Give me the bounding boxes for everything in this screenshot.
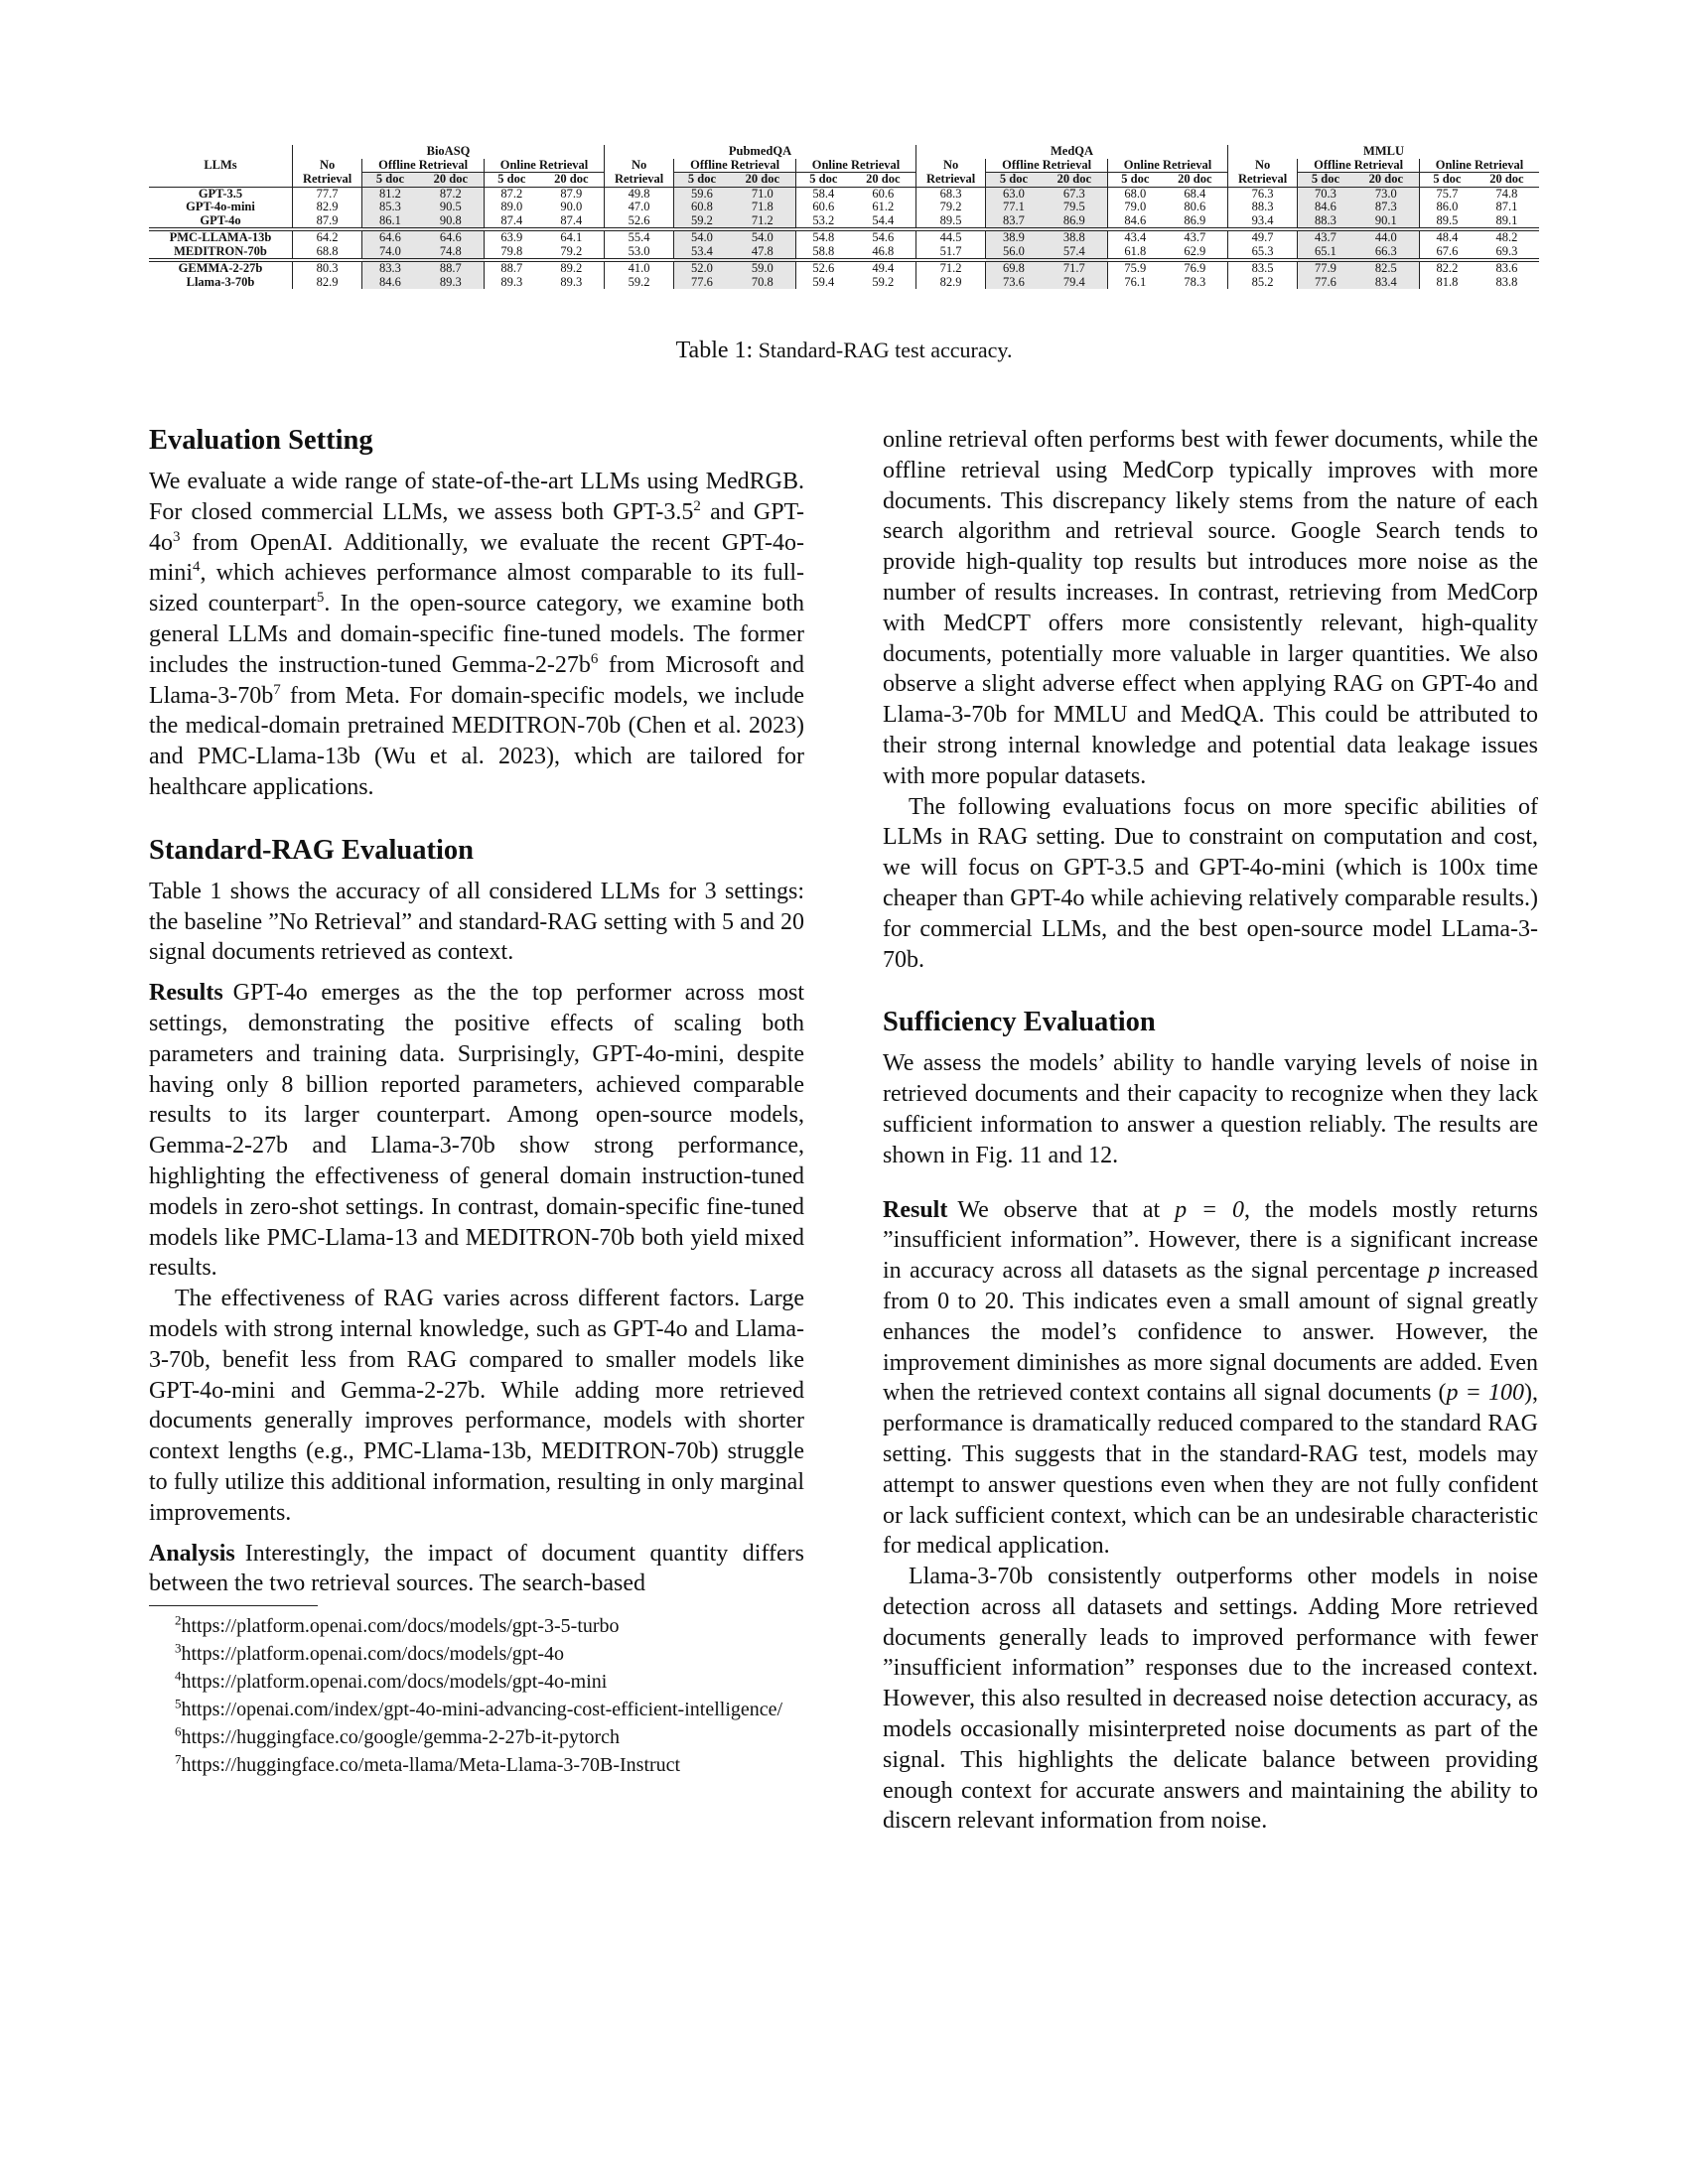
accuracy-cell: 54.4 <box>872 212 895 227</box>
accuracy-cell: 89.3 <box>418 276 485 290</box>
accuracy-cell: 82.5 <box>1353 260 1420 276</box>
math-expression: p = 100 <box>1446 1380 1524 1407</box>
model-name-cell: GPT-4o <box>200 212 241 227</box>
accuracy-cell: 58.4 <box>796 187 851 201</box>
accuracy-cell: 77.6 <box>674 276 730 290</box>
table-row <box>149 229 1539 245</box>
accuracy-cell: 52.6 <box>796 260 851 276</box>
accuracy-cell: 79.8 <box>485 245 539 261</box>
footnote-mark: 5 <box>316 590 325 607</box>
offline-retrieval-header: Offline Retrieval <box>362 159 485 173</box>
accuracy-cell: 44.5 <box>916 229 986 245</box>
section-heading-standard-rag: Standard-RAG Evaluation <box>149 834 475 866</box>
accuracy-cell: 79.0 <box>1108 201 1163 214</box>
footnote-number: 5 <box>175 1696 182 1711</box>
model-name-cell: GPT-3.5 <box>198 186 243 201</box>
model-name-cell: GPT-4o-mini <box>186 200 255 213</box>
accuracy-cell: 83.3 <box>362 260 418 276</box>
offline-retrieval-header: Offline Retrieval <box>674 159 796 173</box>
accuracy-cell: 71.7 <box>1042 260 1108 276</box>
accuracy-cell: 75.9 <box>1108 260 1163 276</box>
doc-count-header: 20 doc <box>1163 173 1228 188</box>
accuracy-cell: 87.9 <box>293 214 362 230</box>
accuracy-cell: 49.4 <box>851 260 916 276</box>
right-column <box>883 425 1538 1837</box>
accuracy-cell: 71.2 <box>916 260 986 276</box>
online-retrieval-header: Online Retrieval <box>1420 159 1540 173</box>
doc-count-header: 5 doc <box>986 173 1042 188</box>
accuracy-cell: 43.7 <box>1163 229 1228 245</box>
accuracy-cell: 74.0 <box>362 245 418 261</box>
accuracy-cell: 87.3 <box>1353 201 1420 214</box>
model-name-cell: MEDITRON-70b <box>174 243 267 258</box>
table-caption-label: Table 1: <box>675 338 754 363</box>
standard-rag-paragraph: Table 1 shows the accuracy of all considered LLMs for 3 settings: the baseline ”No Retrieval” and standard-RAG setting with 5 and 20 signal documents retrieved as context. <box>149 878 804 966</box>
online-retrieval-header: Online Retrieval <box>485 159 605 173</box>
accuracy-cell: 77.6 <box>1298 276 1353 290</box>
accuracy-cell: 56.0 <box>986 245 1042 261</box>
footnote-number: 3 <box>175 1640 182 1656</box>
accuracy-cell: 63.0 <box>986 187 1042 201</box>
accuracy-cell: 67.3 <box>1042 187 1108 201</box>
table-row <box>149 187 1539 201</box>
section-heading-evaluation-setting: Evaluation Setting <box>149 425 373 456</box>
accuracy-cell: 79.2 <box>916 201 986 214</box>
analysis-paragraph: Analysis Interestingly, the impact of document quantity differs between the two retrieval sources. The search-based <box>149 1540 804 1597</box>
footnote-url[interactable]: https://huggingface.co/meta-llama/Meta-Llama-3-70B-Instruct <box>181 1754 681 1777</box>
no-retrieval-header: Retrieval <box>293 173 362 188</box>
analysis-continued-paragraph: online retrieval often performs best with fewer documents, while the offline retrieval using MedCorp typically improves with more documents. This discrepancy likely stems from the nature of each search algorithm and retrieval source. Google Search tends to provide high-quality top results but introduces more noise as the number of results increases. In contrast, retrieving from MedCorp with MedCPT offers more consistently relevant, high-quality documents, potentially more valuable in larger quantities. We also observe a slight adverse effect when applying RAG on GPT-4o and Llama-3-70b for MMLU and MedQA. This could be attributed to their strong internal knowledge and potential data leakage issues with more popular datasets. <box>883 427 1538 789</box>
footnote-number: 2 <box>175 1612 182 1628</box>
accuracy-cell: 49.7 <box>1228 229 1298 245</box>
accuracy-cell: 54.8 <box>796 229 851 245</box>
doc-count-header: 5 doc <box>1108 173 1163 188</box>
table-row <box>149 214 1539 230</box>
accuracy-cell: 61.8 <box>1108 245 1163 261</box>
accuracy-cell: 93.4 <box>1228 214 1298 230</box>
accuracy-cell: 64.6 <box>362 229 418 245</box>
following-evaluations-paragraph: The following evaluations focus on more specific abilities of LLMs in RAG setting. Due to constraint on computation and cost, we will focus on GPT-3.5 and GPT-4o-mini (which is 100x time cheaper than GPT-4o while achieving relatively comparable results.) for commercial LLMs, and the best open-source model LLama-3-70b. <box>883 793 1538 973</box>
accuracy-cell: 90.5 <box>418 201 485 214</box>
dataset-header: MMLU <box>1228 145 1540 159</box>
footnote <box>149 1668 804 1696</box>
doc-count-header: 5 doc <box>674 173 730 188</box>
accuracy-cell: 48.4 <box>1420 229 1475 245</box>
accuracy-cell: 89.5 <box>916 214 986 230</box>
accuracy-cell: 65.1 <box>1298 245 1353 261</box>
accuracy-cell: 77.1 <box>986 201 1042 214</box>
footnote-url[interactable]: https://openai.com/index/gpt-4o-mini-advancing-cost-efficient-intelligence/ <box>181 1699 783 1721</box>
accuracy-cell: 83.7 <box>986 214 1042 230</box>
accuracy-cell: 90.8 <box>418 214 485 230</box>
accuracy-cell: 71.0 <box>730 187 796 201</box>
footnote-number: 6 <box>175 1723 182 1739</box>
accuracy-cell: 51.7 <box>916 245 986 261</box>
accuracy-cell: 89.5 <box>1420 214 1475 230</box>
table-caption-text: Standard-RAG test accuracy. <box>758 338 1013 362</box>
accuracy-cell: 88.3 <box>1298 214 1353 230</box>
accuracy-cell: 86.0 <box>1420 201 1475 214</box>
accuracy-cell: 69.3 <box>1495 243 1518 258</box>
footnote-url[interactable]: https://platform.openai.com/docs/models/gpt-3-5-turbo <box>181 1615 620 1638</box>
doc-count-header: 20 doc <box>851 173 916 188</box>
section-heading-sufficiency: Sufficiency Evaluation <box>883 1007 1156 1038</box>
table-row <box>149 201 1539 214</box>
accuracy-cell: 64.2 <box>293 229 362 245</box>
online-retrieval-header: Online Retrieval <box>796 159 916 173</box>
accuracy-cell: 53.2 <box>796 214 851 230</box>
footnote-number: 7 <box>175 1751 182 1767</box>
model-name-cell: Llama-3-70b <box>186 274 255 289</box>
accuracy-cell: 38.8 <box>1042 229 1108 245</box>
accuracy-cell: 68.4 <box>1184 186 1206 201</box>
effectiveness-paragraph: The effectiveness of RAG varies across different factors. Large models with strong internal knowledge, such as GPT-4o and Llama-3-70b, benefit less from RAG compared to smaller models like GPT-4o-mini and Gemma-2-27b. While adding more retrieved documents generally improves performance, models with shorter context lengths (e.g., PMC-Llama-13b, MEDITRON-70b) struggle to fully utilize this additional information, resulting in only marginal improvements. <box>149 1286 804 1526</box>
accuracy-cell: 86.9 <box>1184 212 1206 227</box>
accuracy-cell: 59.2 <box>674 214 730 230</box>
accuracy-cell: 38.9 <box>986 229 1042 245</box>
accuracy-cell: 82.9 <box>916 276 986 290</box>
accuracy-cell: 90.0 <box>560 200 583 213</box>
runin-heading-analysis: Analysis <box>149 1540 235 1567</box>
dataset-header: BioASQ <box>293 145 605 159</box>
dataset-header: MedQA <box>916 145 1228 159</box>
accuracy-cell: 63.9 <box>485 229 539 245</box>
accuracy-cell: 70.3 <box>1298 187 1353 201</box>
footnote <box>149 1640 804 1668</box>
llama-noise-paragraph: Llama-3-70b consistently outperforms other models in noise detection across all datasets and settings. Adding More retrieved documents generally leads to improved performance with fewer ”insufficient information” responses due to the increased context. However, this also resulted in decreased noise detection accuracy, as models occasionally misinterpreted noise documents as part of the signal. This highlights the delicate balance between providing enough context for accurate answers and maintaining the ability to discern relevant information from noise. <box>883 1564 1538 1835</box>
accuracy-cell: 52.0 <box>674 260 730 276</box>
accuracy-cell: 64.1 <box>539 229 605 245</box>
no-retrieval-header: No <box>605 159 674 173</box>
accuracy-cell: 62.9 <box>1184 243 1206 258</box>
accuracy-cell: 53.4 <box>674 245 730 261</box>
accuracy-cell: 55.4 <box>605 229 674 245</box>
accuracy-cell: 44.0 <box>1353 229 1420 245</box>
accuracy-cell: 87.4 <box>485 214 539 230</box>
no-retrieval-header: Retrieval <box>605 173 674 188</box>
footnote-mark: 7 <box>273 681 281 698</box>
accuracy-cell: 68.3 <box>916 187 986 201</box>
accuracy-cell: 74.8 <box>418 245 485 261</box>
footnote-url[interactable]: https://platform.openai.com/docs/models/gpt-4o <box>181 1643 564 1666</box>
accuracy-cell: 82.9 <box>293 276 362 290</box>
accuracy-cell: 83.4 <box>1353 276 1420 290</box>
runin-heading-result: Result <box>883 1196 948 1223</box>
accuracy-cell: 47.0 <box>605 201 674 214</box>
doc-count-header: 5 doc <box>362 173 418 188</box>
accuracy-cell: 60.8 <box>674 201 730 214</box>
accuracy-cell: 59.6 <box>674 187 730 201</box>
doc-count-header: 5 doc <box>796 173 851 188</box>
model-name-cell: PMC-LLAMA-13b <box>149 229 293 245</box>
accuracy-cell: 87.2 <box>418 187 485 201</box>
accuracy-cell: 54.0 <box>674 229 730 245</box>
accuracy-cell: 58.8 <box>796 245 851 261</box>
accuracy-cell: 47.8 <box>730 245 796 261</box>
accuracy-cell: 66.3 <box>1353 245 1420 261</box>
accuracy-cell: 89.0 <box>485 201 539 214</box>
footnote <box>149 1696 804 1723</box>
doc-count-header: 20 doc <box>418 173 485 188</box>
results-table <box>149 145 1539 289</box>
accuracy-cell: 83.8 <box>1495 274 1518 289</box>
accuracy-cell: 60.6 <box>872 186 895 201</box>
accuracy-cell: 54.6 <box>851 229 916 245</box>
accuracy-cell: 76.1 <box>1108 276 1163 290</box>
accuracy-cell: 76.3 <box>1228 187 1298 201</box>
footnote-url[interactable]: https://platform.openai.com/docs/models/gpt-4o-mini <box>181 1671 608 1694</box>
runin-heading-results: Results <box>149 980 223 1007</box>
accuracy-cell: 86.1 <box>362 214 418 230</box>
accuracy-cell: 85.2 <box>1228 276 1298 290</box>
footnote <box>149 1612 804 1640</box>
accuracy-cell: 82.9 <box>293 201 362 214</box>
footnote-number: 4 <box>175 1668 182 1684</box>
accuracy-cell: 79.5 <box>1042 201 1108 214</box>
accuracy-cell: 89.3 <box>485 276 539 290</box>
accuracy-cell: 80.6 <box>1184 200 1206 213</box>
table-caption <box>0 338 1688 364</box>
accuracy-cell: 80.3 <box>293 260 362 276</box>
no-retrieval-header: Retrieval <box>916 173 986 188</box>
accuracy-cell: 49.8 <box>605 187 674 201</box>
doc-count-header: 20 doc <box>1475 173 1539 188</box>
accuracy-cell: 87.4 <box>560 212 583 227</box>
results-paragraph: Results GPT-4o emerges as the the top performer across most settings, demonstrating the positive effects of scaling both parameters and training data. Surprisingly, GPT-4o-mini, despite having only 8 billion reported parameters, achieved comparable results to its larger counterpart. Among open-source models, Gemma-2-27b and Llama-3-70b show strong performance, highlighting the effectiveness of general domain instruction-tuned models in zero-shot settings. In contrast, domain-specific fine-tuned models like PMC-Llama-13 and MEDITRON-70b both yield mixed results. <box>149 980 804 1282</box>
footnotes <box>149 1612 804 1779</box>
accuracy-cell: 81.8 <box>1420 276 1475 290</box>
accuracy-cell: 46.8 <box>872 243 895 258</box>
accuracy-cell: 41.0 <box>605 260 674 276</box>
accuracy-cell: 48.2 <box>1475 229 1539 245</box>
accuracy-cell: 68.8 <box>293 245 362 261</box>
accuracy-cell: 59.2 <box>872 274 895 289</box>
no-retrieval-header: No <box>1228 159 1298 173</box>
table-row <box>149 260 1539 276</box>
table-row <box>149 276 1539 290</box>
accuracy-cell: 77.7 <box>293 187 362 201</box>
accuracy-cell: 87.1 <box>1495 200 1518 213</box>
footnote <box>149 1723 804 1751</box>
accuracy-cell: 52.6 <box>605 214 674 230</box>
accuracy-cell: 71.2 <box>730 214 796 230</box>
footnote-url[interactable]: https://huggingface.co/google/gemma-2-27b-it-pytorch <box>181 1726 621 1749</box>
dataset-header: PubmedQA <box>605 145 916 159</box>
doc-count-header: 20 doc <box>730 173 796 188</box>
accuracy-cell: 85.3 <box>362 201 418 214</box>
accuracy-cell: 79.4 <box>1042 276 1108 290</box>
accuracy-cell: 90.1 <box>1353 214 1420 230</box>
accuracy-cell: 77.9 <box>1298 260 1353 276</box>
accuracy-cell: 87.9 <box>560 186 583 201</box>
accuracy-cell: 43.4 <box>1108 229 1163 245</box>
accuracy-cell: 59.0 <box>730 260 796 276</box>
accuracy-cell: 88.3 <box>1228 201 1298 214</box>
accuracy-cell: 82.2 <box>1420 260 1475 276</box>
model-name-cell: GEMMA-2-27b <box>149 260 293 276</box>
sufficiency-paragraph: We assess the models’ ability to handle varying levels of noise in retrieved documents and their capacity to recognize when they lack sufficient information to answer a question reliably. The results are shown in Fig. 11 and 12. <box>883 1050 1538 1168</box>
footnote-mark: 3 <box>173 528 181 545</box>
accuracy-cell: 86.9 <box>1042 214 1108 230</box>
accuracy-cell: 54.0 <box>730 229 796 245</box>
accuracy-cell: 69.8 <box>986 260 1042 276</box>
doc-count-header: 5 doc <box>1298 173 1353 188</box>
left-column <box>149 425 804 1779</box>
accuracy-cell: 79.2 <box>560 243 583 258</box>
accuracy-cell: 43.7 <box>1298 229 1353 245</box>
accuracy-cell: 84.6 <box>1108 214 1163 230</box>
accuracy-cell: 68.0 <box>1108 187 1163 201</box>
accuracy-cell: 88.7 <box>485 260 539 276</box>
doc-count-header: 20 doc <box>539 173 605 188</box>
accuracy-cell: 89.1 <box>1495 212 1518 227</box>
no-retrieval-header: No <box>916 159 986 173</box>
no-retrieval-header: No <box>293 159 362 173</box>
accuracy-cell: 53.0 <box>605 245 674 261</box>
no-retrieval-header: Retrieval <box>1228 173 1298 188</box>
math-expression: p = 0 <box>1175 1196 1244 1223</box>
online-retrieval-header: Online Retrieval <box>1108 159 1228 173</box>
table-body <box>149 187 1539 289</box>
offline-retrieval-header: Offline Retrieval <box>1298 159 1420 173</box>
accuracy-cell: 89.2 <box>539 260 605 276</box>
accuracy-cell: 81.2 <box>362 187 418 201</box>
evaluation-setting-paragraph: We evaluate a wide range of state-of-the-art LLMs using MedRGB. For closed commercial LLMs, we assess both GPT-$3.5^2$ and GPT-$4o^3$ from OpenAI. Additionally, we evaluate the recent GPT-4o-mini$^4$, which achieves performance almost comparable to its full-sized counterpart$^5$. In the open-source category, we examine both general LLMs and domain-specific fine-tuned models. The former includes the instruction-tuned Gemma-$2-27b^6$ from Microsoft and Llama-$3-70b^7$ from Meta. For domain-specific models, we include the medical-domain pretrained MEDITRON-70b (Chen et al. 2023) and PMC-Llama-13b (Wu et al. 2023), which are tailored for healthcare applications. <box>149 469 805 800</box>
doc-count-header: 20 doc <box>1353 173 1420 188</box>
accuracy-cell: 89.3 <box>560 274 583 289</box>
accuracy-cell: 76.9 <box>1163 260 1228 276</box>
offline-retrieval-header: Offline Retrieval <box>986 159 1108 173</box>
footnote-rule <box>149 1605 318 1606</box>
accuracy-cell: 78.3 <box>1184 274 1206 289</box>
table-row <box>149 245 1539 261</box>
footnote-mark: 4 <box>193 559 201 576</box>
doc-count-header: 20 doc <box>1042 173 1108 188</box>
accuracy-cell: 60.6 <box>796 201 851 214</box>
math-expression: p <box>1428 1258 1441 1285</box>
accuracy-cell: 64.6 <box>418 229 485 245</box>
accuracy-cell: 73.0 <box>1353 187 1420 201</box>
footnote <box>149 1751 804 1779</box>
accuracy-cell: 67.6 <box>1420 245 1475 261</box>
doc-count-header: 5 doc <box>1420 173 1475 188</box>
accuracy-cell: 84.6 <box>362 276 418 290</box>
footnote-mark: 2 <box>693 497 701 514</box>
result-paragraph: Result We observe that at p = 0, the models mostly returns ”insufficient information”. However, there is a significant increase in accuracy across all datasets as the signal percentage p increased from 0 to 20. This indicates even a small amount of signal greatly enhances the model’s confidence to answer. However, the improvement diminishes as more signal documents are added. Even when the retrieved context contains all signal documents (p = 100), performance is dramatically reduced compared to the standard RAG setting. This suggests that in the standard-RAG test, models may attempt to answer questions even when they are not fully confident or lack sufficient context, which can be an undesirable characteristic for medical application. <box>883 1196 1539 1560</box>
accuracy-cell: 71.8 <box>730 201 796 214</box>
accuracy-cell: 57.4 <box>1042 245 1108 261</box>
accuracy-cell: 73.6 <box>986 276 1042 290</box>
accuracy-cell: 61.2 <box>872 200 895 213</box>
accuracy-cell: 83.6 <box>1475 260 1539 276</box>
accuracy-cell: 84.6 <box>1298 201 1353 214</box>
accuracy-cell: 88.7 <box>418 260 485 276</box>
accuracy-cell: 65.3 <box>1228 245 1298 261</box>
doc-count-header: 5 doc <box>485 173 539 188</box>
accuracy-cell: 74.8 <box>1495 186 1518 201</box>
accuracy-cell: 59.2 <box>605 276 674 290</box>
llm-column-header: LLMs <box>204 157 237 172</box>
footnote-mark: 6 <box>590 650 599 667</box>
accuracy-cell: 75.7 <box>1420 187 1475 201</box>
accuracy-cell: 70.8 <box>730 276 796 290</box>
accuracy-cell: 87.2 <box>485 187 539 201</box>
accuracy-cell: 83.5 <box>1228 260 1298 276</box>
accuracy-cell: 59.4 <box>796 276 851 290</box>
